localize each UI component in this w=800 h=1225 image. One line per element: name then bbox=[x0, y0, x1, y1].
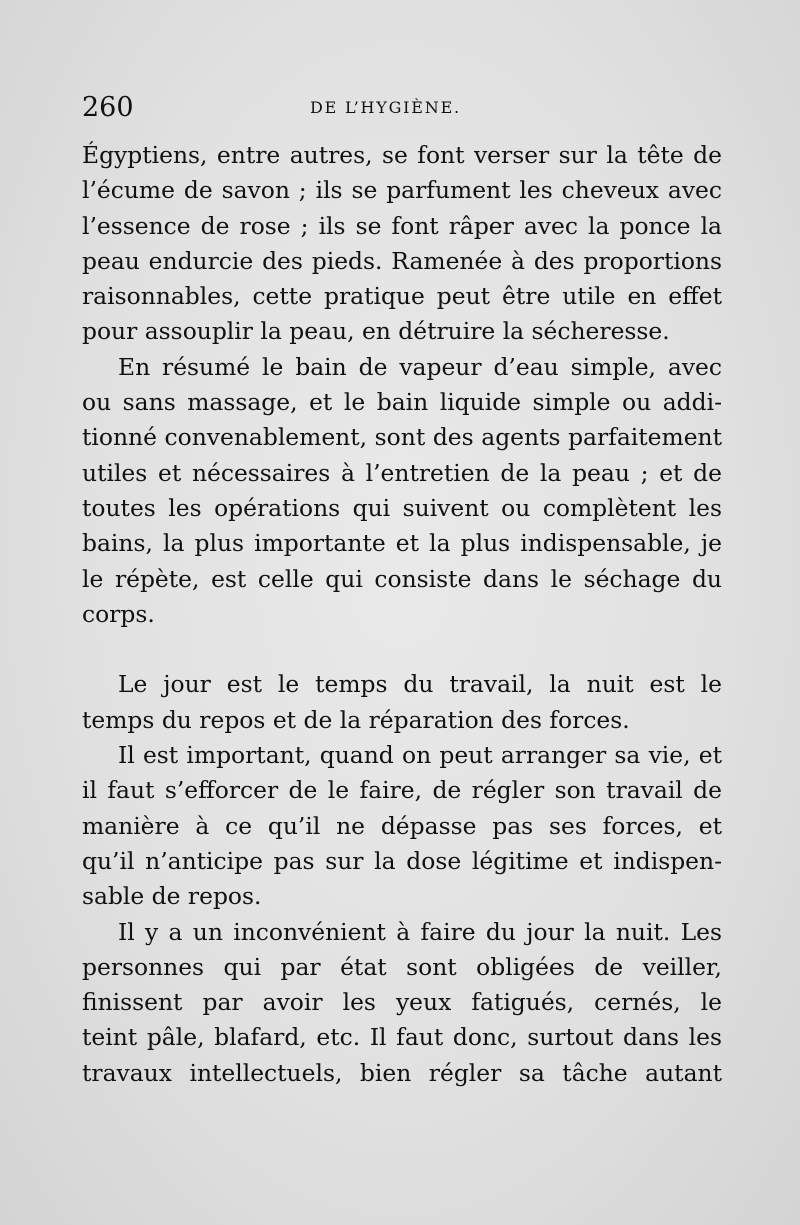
text-line: Égyptiens, entre autres, se font verser sur la tête de bbox=[82, 141, 722, 169]
text-line: tionné convenablement, sont des agents parfaitement bbox=[82, 423, 722, 452]
text-line: travaux intellectuels, bien régler sa tâche autant bbox=[82, 1058, 722, 1087]
text-line: sable de repos. bbox=[82, 882, 262, 911]
running-title: DE L’HYGIÈNE. bbox=[310, 98, 461, 117]
text-line: bains, la plus importante et la plus indispensable, je bbox=[82, 529, 722, 558]
text-line: qu’il n’anticipe pas sur la dose légitime et indispen- bbox=[82, 846, 722, 875]
text-line: le répète, est celle qui consiste dans le séchage du bbox=[82, 564, 722, 593]
text-line: Le jour est le temps du travail, la nuit est le bbox=[118, 670, 722, 699]
text-line: raisonnables, cette pratique peut être utile en effet bbox=[82, 282, 722, 311]
paragraph bbox=[82, 738, 722, 914]
text-line: personnes qui par état sont obligées de veiller, bbox=[82, 952, 722, 981]
text-line: l’essence de rose ; ils se font râper avec la ponce la bbox=[82, 211, 722, 240]
paragraph bbox=[82, 915, 722, 1091]
body-text bbox=[82, 138, 722, 1091]
text-line: l’écume de savon ; ils se parfument les cheveux avec bbox=[82, 176, 722, 205]
paragraph bbox=[82, 138, 722, 350]
text-line: teint pâle, blafard, etc. Il faut donc, surtout dans les bbox=[82, 1023, 722, 1052]
text-line: peau endurcie des pieds. Ramenée à des proportions bbox=[82, 246, 722, 275]
text-line: finissent par avoir les yeux fatigués, cernés, le bbox=[82, 988, 722, 1017]
page-header bbox=[82, 90, 722, 130]
text-line: temps du repos et de la réparation des forces. bbox=[82, 705, 630, 734]
paragraph bbox=[82, 667, 722, 738]
text-line: manière à ce qu’il ne dépasse pas ses forces, et bbox=[82, 811, 722, 840]
paragraph bbox=[82, 350, 722, 632]
page-number: 260 bbox=[82, 92, 134, 123]
text-line: toutes les opérations qui suivent ou complètent les bbox=[82, 493, 722, 522]
text-line: corps. bbox=[82, 599, 155, 628]
text-line: pour assouplir la peau, en détruire la sécheresse. bbox=[82, 317, 670, 346]
text-line: Il y a un inconvénient à faire du jour la nuit. Les bbox=[118, 917, 722, 946]
text-line: Il est important, quand on peut arranger sa vie, et bbox=[118, 741, 722, 770]
paragraph-gap bbox=[82, 632, 722, 667]
text-line: utiles et nécessaires à l’entretien de la peau ; et de bbox=[82, 458, 722, 487]
text-line: il faut s’efforcer de le faire, de régler son travail de bbox=[82, 776, 722, 805]
text-line: ou sans massage, et le bain liquide simple ou addi- bbox=[82, 388, 722, 417]
text-line: En résumé le bain de vapeur d’eau simple, avec bbox=[118, 352, 722, 381]
